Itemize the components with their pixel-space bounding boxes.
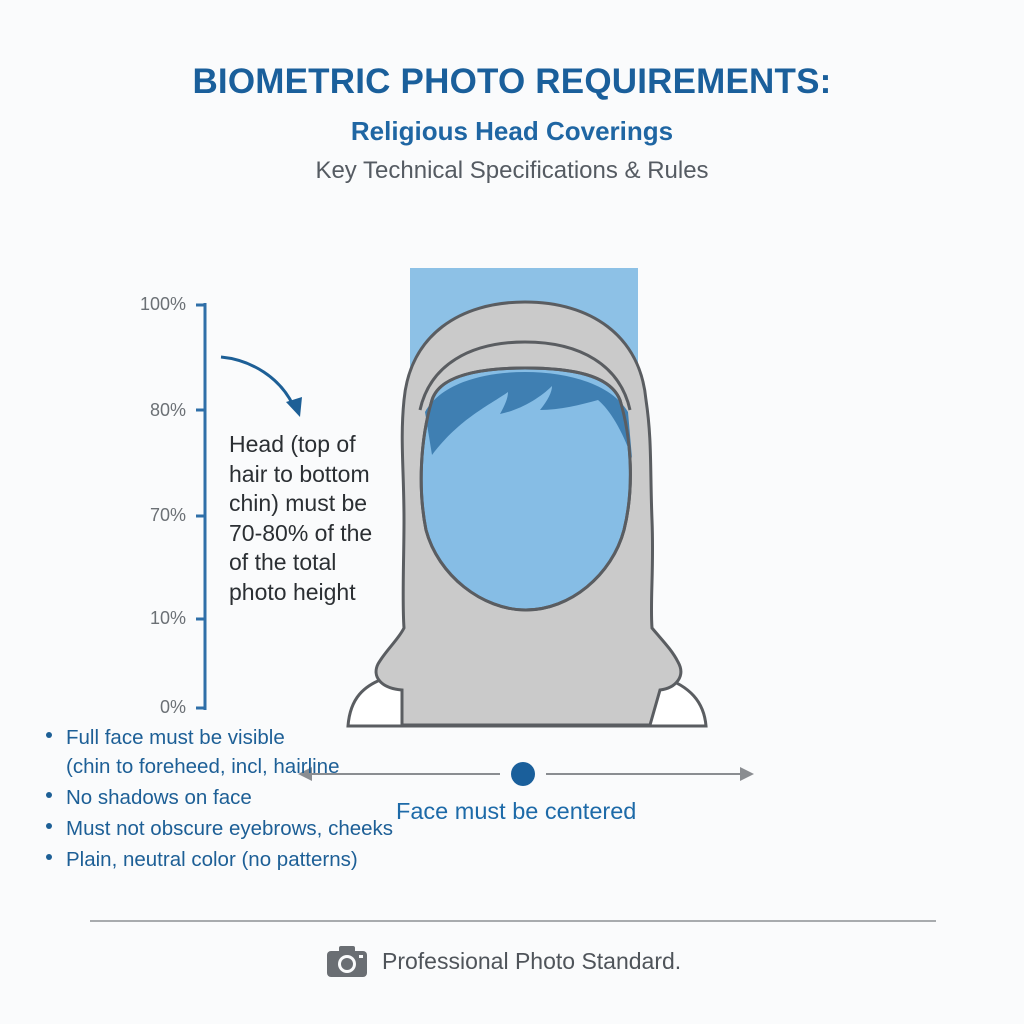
requirement-text: No shadows on face xyxy=(66,786,252,809)
center-arrowhead-right xyxy=(740,767,754,781)
requirements-list xyxy=(40,722,393,875)
requirement-item xyxy=(40,813,393,844)
tick-label-100: 100% xyxy=(139,294,186,314)
footer-divider xyxy=(90,920,936,922)
bullet-icon xyxy=(46,854,52,860)
head-note-line: 70-80% of the xyxy=(229,519,373,546)
requirement-item xyxy=(40,844,393,875)
requirement-text: Must not obscure eyebrows, cheeks xyxy=(66,817,394,840)
head-note-line: chin) must be xyxy=(229,490,368,516)
bullet-icon xyxy=(46,732,52,738)
head-note-line: hair to bottom xyxy=(229,460,370,487)
page-subtitle: Religious Head Coverings xyxy=(350,116,674,146)
page-title: BIOMETRIC PHOTO REQUIREMENTS: xyxy=(192,62,832,101)
head-note-line: Head (top of xyxy=(229,431,356,457)
bullet-icon xyxy=(46,823,52,829)
requirement-text-continued: (chin to foreheed, incl, hairline xyxy=(66,755,340,778)
center-dot xyxy=(511,762,535,786)
head-note-line: of the total xyxy=(229,549,337,575)
requirement-text: Full face must be visible xyxy=(66,726,285,749)
page-tagline: Key Technical Specifications & Rules xyxy=(315,157,709,184)
tick-label-0: 0% xyxy=(159,697,186,717)
requirement-item xyxy=(40,782,393,813)
center-label: Face must be centered xyxy=(396,798,637,824)
requirement-text: Plain, neutral color (no patterns) xyxy=(66,848,358,871)
footer-text: Professional Photo Standard. xyxy=(382,947,682,974)
footer xyxy=(326,944,681,978)
camera-icon xyxy=(326,944,368,978)
requirement-item xyxy=(40,722,393,782)
tick-label-80: 80% xyxy=(149,400,186,420)
bullet-icon xyxy=(46,792,52,798)
tick-label-10: 10% xyxy=(149,608,186,628)
head-note-line: photo height xyxy=(229,578,356,605)
tick-label-70: 70% xyxy=(149,505,186,525)
